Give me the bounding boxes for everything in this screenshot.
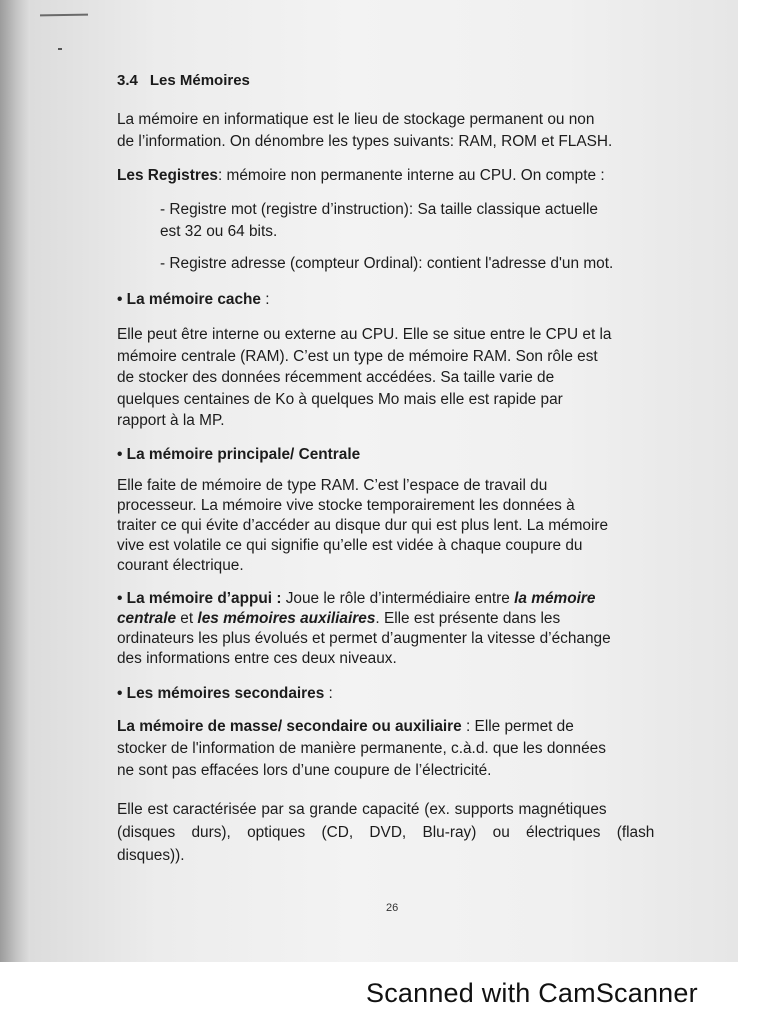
appui-line1-em: la mémoire bbox=[514, 590, 596, 607]
principale-paragraph bbox=[117, 476, 608, 576]
section-title bbox=[117, 72, 250, 89]
cache-line: de stocker des données récemment accédées. Sa taille varie de bbox=[117, 369, 555, 386]
cache-heading-text: • La mémoire cache bbox=[117, 291, 261, 308]
page-number: 26 bbox=[386, 902, 399, 914]
appui-line: des informations entre ces deux niveaux. bbox=[117, 650, 397, 667]
appui-paragraph bbox=[117, 589, 611, 669]
scan-right-margin bbox=[738, 0, 768, 962]
capacite-line: (disques durs), optiques (CD, DVD, Blu-ray) ou électriques (flash bbox=[117, 824, 655, 841]
cache-line: rapport à la MP. bbox=[117, 412, 225, 429]
principale-line: vive est volatile ce qui signifie qu’elle est vidée à chaque coupure du bbox=[117, 537, 583, 554]
principale-line: traiter ce qui évite d’accéder au disque dur qui est plus lent. La mémoire bbox=[117, 517, 609, 534]
masse-line1-text: : Elle permet de bbox=[461, 718, 574, 735]
principale-line: Elle faite de mémoire de type RAM. C’est l’espace de travail du bbox=[117, 477, 548, 494]
appui-line2-text: . Elle est présente dans les bbox=[375, 610, 561, 627]
masse-label: La mémoire de masse/ secondaire ou auxiliaire bbox=[117, 718, 462, 735]
principale-heading-text: • La mémoire principale/ Centrale bbox=[117, 446, 361, 463]
masse-line: ne sont pas effacées lors d’une coupure de l’électricité. bbox=[117, 762, 492, 779]
section-number: 3.4 bbox=[117, 72, 138, 89]
capacite-paragraph bbox=[117, 798, 654, 867]
cache-line: mémoire centrale (RAM). C’est un type de mémoire RAM. Son rôle est bbox=[117, 347, 598, 365]
registre-adresse-item bbox=[160, 253, 613, 275]
cache-line: quelques centaines de Ko à quelques Mo mais elle est rapide par bbox=[117, 390, 563, 408]
pen-dot bbox=[58, 48, 62, 50]
scan-left-shadow bbox=[0, 0, 30, 962]
intro-line: de l’information. On dénombre les types suivants: RAM, ROM et FLASH. bbox=[117, 132, 613, 150]
cache-heading-suffix: : bbox=[260, 291, 270, 308]
secondaires-heading bbox=[117, 683, 333, 705]
registres-label: Les Registres bbox=[117, 167, 218, 184]
capacite-line: Elle est caractérisée par sa grande capacité (ex. supports magnétiques bbox=[117, 801, 607, 818]
cache-heading bbox=[117, 289, 270, 311]
appui-heading: • La mémoire d’appui : bbox=[117, 590, 282, 607]
registre-adresse-line: - Registre adresse (compteur Ordinal): contient l'adresse d'un mot. bbox=[160, 255, 614, 272]
appui-line2-mid: et bbox=[176, 610, 198, 627]
cache-paragraph bbox=[117, 324, 611, 432]
registres-paragraph bbox=[117, 165, 605, 187]
secondaires-heading-suffix: : bbox=[324, 685, 333, 702]
masse-line: stocker de l'information de manière permanente, c.à.d. que les données bbox=[117, 740, 606, 757]
principale-line: processeur. La mémoire vive stocke temporairement les données à bbox=[117, 497, 575, 514]
intro-paragraph bbox=[117, 109, 612, 152]
secondaires-heading-text: • Les mémoires secondaires bbox=[117, 685, 325, 702]
appui-line2-em1: centrale bbox=[117, 610, 177, 627]
principale-heading bbox=[117, 444, 360, 466]
section-title-text: Les Mémoires bbox=[149, 72, 250, 89]
cache-line: Elle peut être interne ou externe au CPU. Elle se situe entre le CPU et la bbox=[117, 326, 612, 343]
camscanner-footer: Scanned with CamScanner bbox=[366, 978, 698, 1008]
appui-line2-em2: les mémoires auxiliaires bbox=[197, 610, 376, 627]
appui-line1-text: Joue le rôle d’intermédiaire entre bbox=[281, 590, 515, 607]
masse-paragraph bbox=[117, 716, 606, 782]
registre-mot-line: est 32 ou 64 bits. bbox=[160, 222, 278, 240]
registres-text: : mémoire non permanente interne au CPU. On compte : bbox=[217, 167, 605, 184]
intro-line: La mémoire en informatique est le lieu de stockage permanent ou non bbox=[117, 111, 595, 128]
appui-line: ordinateurs les plus évolués et permet d’augmenter la vitesse d’échange bbox=[117, 630, 611, 647]
principale-line: courant électrique. bbox=[117, 557, 244, 574]
registre-mot-line: - Registre mot (registre d’instruction): Sa taille classique actuelle bbox=[160, 201, 598, 218]
registre-mot-item bbox=[160, 199, 598, 242]
capacite-line: disques)). bbox=[117, 847, 185, 864]
